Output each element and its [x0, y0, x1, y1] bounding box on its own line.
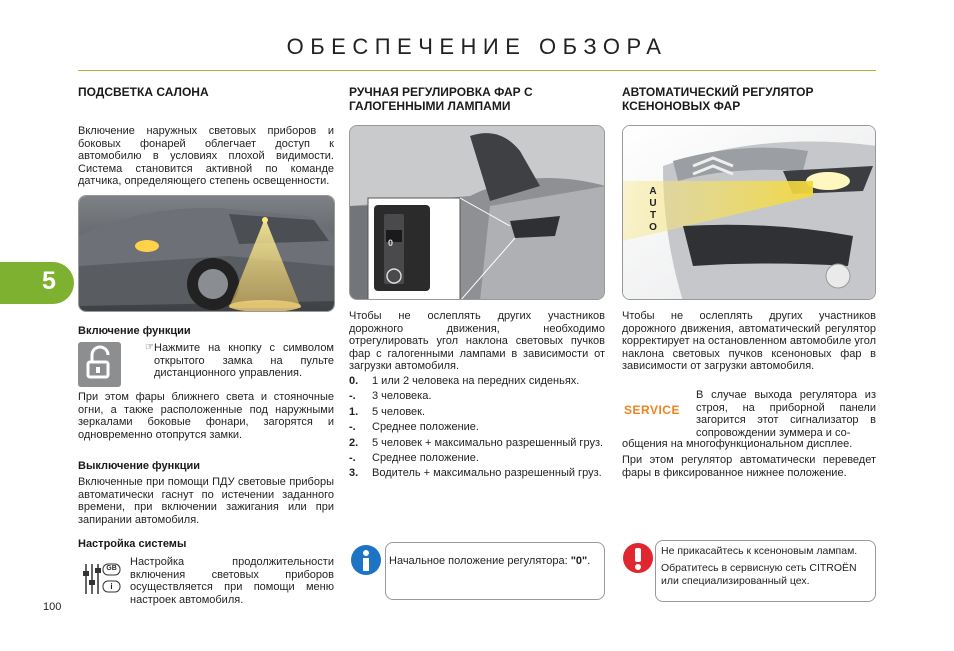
service-text: В случае выхода регулятора из строя, на приборной панели загорится этот сигнализатор в сопровождении зуммера и со- [696, 389, 876, 439]
auto-regulator-text: Чтобы не ослеплять других участников дорожного движения, автоматический регулятор корректирует на остановленном автомобиле угол наклона световых пучков ксеноновых фар в зависимости от загрузки автомобиля. [622, 310, 876, 373]
bullet-icon: ☞ [145, 342, 154, 353]
manual-adjust-heading: РУЧНАЯ РЕГУЛИРОВКА ФАР С ГАЛОГЕННЫМИ ЛАМПАМИ [349, 85, 533, 113]
disable-function-heading: Выключение функции [78, 460, 201, 472]
warning-note [655, 540, 876, 602]
list-item: -. 3 человека. [349, 390, 432, 403]
list-item: -. Среднее положение. [349, 451, 479, 464]
xenon-headlight-photo [622, 125, 876, 300]
settings-menu-icon [80, 560, 122, 596]
service-warning-icon: SERVICE [624, 403, 680, 417]
info-icon [350, 544, 382, 576]
service-text-continued: общения на многофункциональном дисплее. [622, 438, 853, 450]
interior-lighting-heading: ПОДСВЕТКА САЛОНА [78, 85, 209, 99]
warning-line-2: Обратитесь в сервисную сеть CITROËN или специализированный цех. [661, 562, 857, 587]
auto-label: A U T O [649, 186, 657, 233]
list-item: 1. 5 человек. [349, 405, 426, 418]
warning-line-1: Не прикасайтесь к ксеноновым лампам. [661, 545, 858, 557]
interior-lighting-intro: Включение наружных световых приборов и боковых фонарей облегчает доступ к автомобилю в условиях плохой видимости. Система становится активной по команде датчика, определяющего степень освещенности. [78, 125, 334, 188]
enable-function-text: Нажмите на кнопку с символом открытого замка на пульте дистанционного управления. [154, 342, 334, 380]
info-note-value: "0" [570, 555, 588, 567]
list-item: -. Среднее положение. [349, 421, 479, 434]
auto-regulator-heading: АВТОМАТИЧЕСКИЙ РЕГУЛЯТОР КСЕНОНОВЫХ ФАР [622, 85, 814, 113]
system-settings-heading: Настройка системы [78, 538, 187, 550]
enable-function-heading: Включение функции [78, 325, 191, 337]
page-number: 100 [43, 601, 62, 613]
enable-function-result: При этом фары ближнего света и стояночные огни, а также расположенные под наружными зеркалами боковые фонари, загорятся и одновременно отопрутся замки. [78, 391, 334, 441]
car-side-photo [78, 195, 335, 312]
settings-i-label: i [110, 582, 113, 591]
warning-icon [622, 542, 654, 574]
info-note: Начальное положение регулятора: "0". [385, 542, 605, 600]
chapter-tab [0, 262, 74, 304]
chapter-number: 5 [42, 267, 56, 295]
disable-function-text: Включенные при помощи ПДУ световые приборы автоматически гаснут по истечении заданного времени, при включении зажигания или при запирании автомобиля. [78, 476, 334, 526]
unlock-button-icon [78, 342, 121, 387]
system-settings-text: Настройка продолжительности включения световых приборов осуществляется при помощи меню настроек автомобиля. [130, 556, 334, 606]
settings-gb-label: GB [106, 565, 117, 572]
fallback-text: При этом регулятор автоматически переведет фары в фиксированное нижнее положение. [622, 454, 876, 479]
title-divider [78, 70, 876, 71]
dial-zero-label: 0 [388, 238, 394, 248]
list-item: 0. 1 или 2 человека на передних сиденьях. [349, 375, 580, 387]
dashboard-photo [349, 125, 605, 300]
page-title: ОБЕСПЕЧЕНИЕ ОБЗОРА [286, 34, 668, 59]
manual-adjust-text: Чтобы не ослеплять других участников дорожного движения, необходимо отрегулировать угол наклона световых пучков фар с галогенными лампами в зависимости от загрузки автомобиля. [349, 310, 605, 373]
list-item: 2. 5 человек + максимально разрешенный груз. [349, 436, 604, 449]
list-item: 3. Водитель + максимально разрешенный груз. [349, 467, 602, 480]
load-position-list [349, 375, 605, 483]
info-note-text: Начальное положение регулятора: [389, 555, 571, 567]
